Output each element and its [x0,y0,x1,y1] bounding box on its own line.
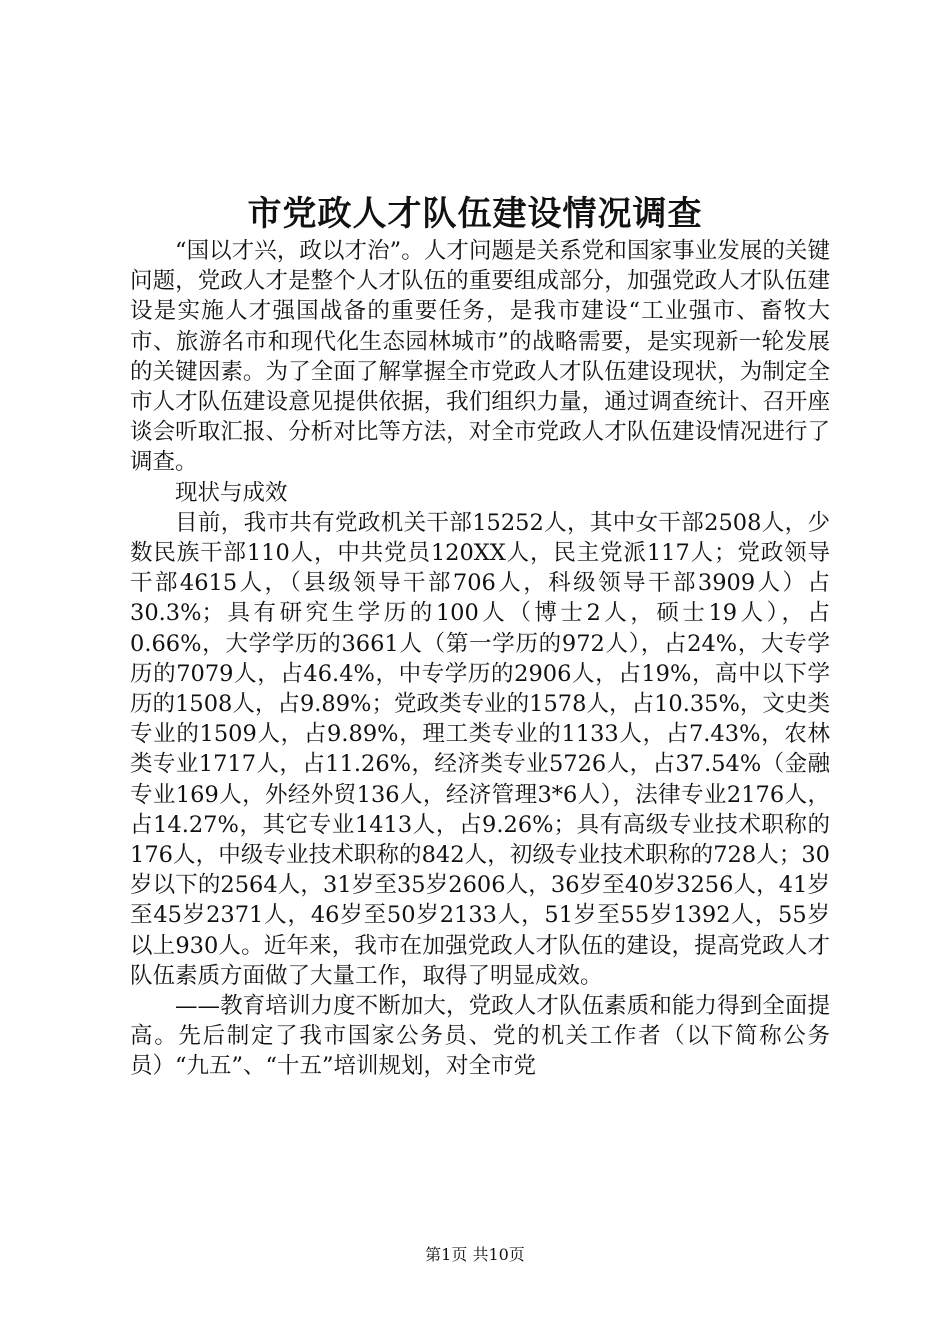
page-footer: 第1页 共10页 [425,1245,525,1264]
statistics-paragraph: 目前，我市共有党政机关干部15252人，其中女干部2508人，少数民族干部110人，中共党员120XX人，民主党派117人；党政领导干部4615人，（县级领导干部706人，科级领导干部3909人）占30.3%；具有研究生学历的100人（博士2人，硕士19人），占0.66%，大学学历的3661人（第一学历的972人），占24%，大专学历的7079人，占46.4%，中专学历的2906人，占19%，高中以下学历的1508人，占9.89%；党政类专业的1578人，占10.35%，文史类专业的1509人，占9.89%，理工类专业的1133人，占7.43%，农林类专业1717人，占11.26%，经济类专业5726人，占37.54%（金融专业169人，外经外贸136人，经济管理3*6人），法律专业2176人，占14.27%，其它专业1413人，占9.26%；具有高级专业技术职称的176人，中级专业技术职称的842人，初级专业技术职称的728人；30岁以下的2564人，31岁至35岁2606人，36岁至40岁3256人，41岁至45岁2371人，46岁至50岁2133人，51岁至55岁1392人，55岁以上930人。近年来，我市在加强党政人才队伍的建设，提高党政人才队伍素质方面做了大量工作，取得了明显成效。 [130,509,830,989]
document-body [130,236,830,1082]
document-title: 市党政人才队伍建设情况调查 [247,194,703,234]
training-paragraph: ——教育培训力度不断加大，党政人才队伍素质和能力得到全面提高。先后制定了我市国家公务员、党的机关工作者（以下简称公务员）“九五”、“十五”培训规划，对全市党 [130,993,830,1080]
intro-paragraph: “国以才兴，政以才治”。人才问题是关系党和国家事业发展的关键问题，党政人才是整个人才队伍的重要组成部分，加强党政人才队伍建设是实施人才强国战备的重要任务，是我市建设“工业强市、畜牧大市、旅游名市和现代化生态园林城市”的战略需要，是实现新一轮发展的关键因素。为了全面了解掌握全市党政人才队伍建设现状，为制定全市人才队伍建设意见提供依据，我们组织力量，通过调查统计、召开座谈会听取汇报、分析对比等方法，对全市党政人才队伍建设情况进行了调查。 [130,238,830,476]
section-heading: 现状与成效 [175,479,288,506]
